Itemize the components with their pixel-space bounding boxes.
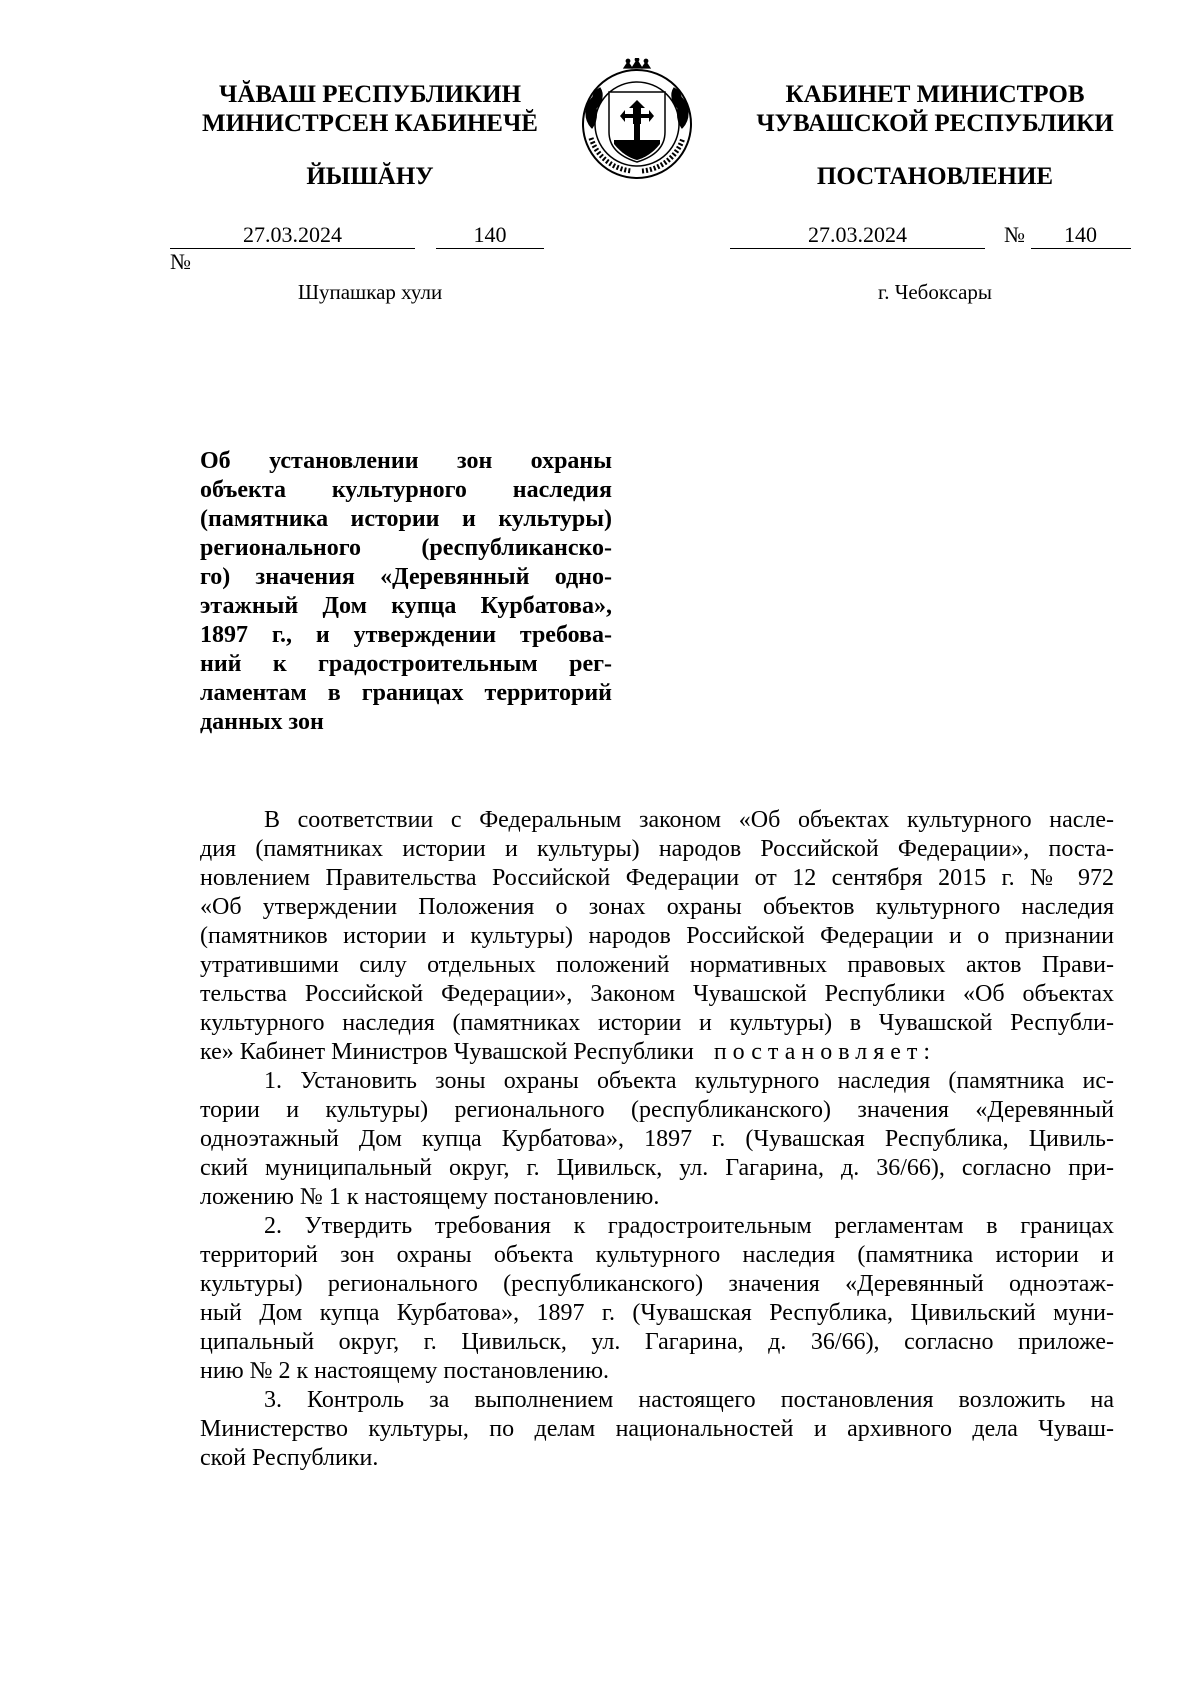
left-date-number-line — [170, 222, 570, 275]
left-doc-type: ЙЫШĂНУ — [306, 163, 434, 190]
left-header-title — [170, 80, 570, 138]
left-number-sign: № — [170, 249, 191, 274]
body-line — [200, 1038, 1114, 1067]
subject-line: регионального (республиканско- — [200, 535, 612, 561]
right-city: г. Чебоксары — [877, 280, 993, 304]
coat-of-arms-emblem — [562, 58, 712, 184]
right-header-title — [730, 80, 1140, 138]
left-date: 27.03.2024 — [170, 222, 415, 249]
body-line: территорий зон охраны объекта культурного наследия (памятника истории и — [200, 1242, 1114, 1268]
body-line: Министерство культуры, по делам национальностей и архивного дела Чуваш- — [200, 1416, 1114, 1442]
left-city: Шупашкар хули — [297, 280, 443, 304]
document-body — [200, 806, 1114, 1473]
body-line: культурного наследия (памятниках истории и культуры) в Чувашской Республи- — [200, 1010, 1114, 1036]
body-line: культуры) регионального (республиканского) значения «Деревянный одноэтаж- — [200, 1271, 1114, 1297]
body-line: 1. Установить зоны охраны объекта культурного наследия (памятника ис- — [264, 1068, 1114, 1094]
right-date-number-line — [730, 222, 1150, 249]
item-1-paragraph — [200, 1067, 1114, 1212]
subject-line: объекта культурного наследия — [200, 477, 612, 503]
subject-line: данных зон — [200, 709, 324, 735]
body-line: ский муниципальный округ, г. Цивильск, ул. Гагарина, д. 36/66), согласно при- — [200, 1155, 1114, 1181]
left-header-line1: ЧĂВАШ РЕСПУБЛИКИН — [218, 81, 522, 108]
subject-line: го) значения «Деревянный одно- — [200, 564, 612, 590]
body-line: тельства Российской Федерации», Законом Чувашской Республики «Об объектах — [200, 981, 1114, 1007]
subject-line: 1897 г., и утверждении требова- — [200, 622, 612, 648]
body-line: утратившими силу отдельных положений нормативных правовых актов Прави- — [200, 952, 1114, 978]
body-line: новлением Правительства Российской Федерации от 12 сентября 2015 г. № 972 — [200, 865, 1114, 891]
subject-line: (памятника истории и культуры) — [200, 506, 612, 532]
right-header-line2: ЧУВАШСКОЙ РЕСПУБЛИКИ — [756, 110, 1114, 137]
subject-line: ний к градостроительным рег- — [200, 651, 612, 677]
subject-line: Об установлении зон охраны — [200, 448, 612, 474]
body-line: В соответствии с Федеральным законом «Об объектах культурного насле- — [264, 807, 1114, 833]
right-number: 140 — [1031, 222, 1131, 249]
left-header-line2: МИНИСТРСЕН КАБИНЕЧĔ — [202, 110, 538, 137]
body-line: ный Дом купца Курбатова», 1897 г. (Чувашская Республика, Цивильский муни- — [200, 1300, 1114, 1326]
body-line: одноэтажный Дом купца Курбатова», 1897 г. (Чувашская Республика, Цивиль- — [200, 1126, 1114, 1152]
resolves-word: постановляет: — [713, 1039, 937, 1065]
right-header-line1: КАБИНЕТ МИНИСТРОВ — [785, 81, 1085, 108]
chuvash-coat-of-arms-icon — [562, 58, 712, 184]
body-line: «Об утверждении Положения о зонах охраны объектов культурного наследия — [200, 894, 1114, 920]
body-line: ской Республики. — [200, 1445, 379, 1471]
right-number-sign: № — [1004, 222, 1025, 247]
body-line: ципальный округ, г. Цивильск, ул. Гагарина, д. 36/66), согласно приложе- — [200, 1329, 1114, 1355]
item-3-paragraph — [200, 1386, 1114, 1473]
preamble-last-text: ке» Кабинет Министров Чувашской Республики — [200, 1039, 694, 1065]
right-date: 27.03.2024 — [730, 222, 985, 249]
body-line: нию № 2 к настоящему постановлению. — [200, 1358, 610, 1384]
body-line: (памятников истории и культуры) народов Российской Федерации и о признании — [200, 923, 1114, 949]
body-line: тории и культуры) регионального (республиканского) значения «Деревянный — [200, 1097, 1114, 1123]
right-doc-type: ПОСТАНОВЛЕНИЕ — [816, 163, 1054, 190]
preamble-paragraph — [200, 806, 1114, 1067]
left-number: 140 — [436, 222, 544, 249]
body-line: дия (памятниках истории и культуры) народов Российской Федерации», поста- — [200, 836, 1114, 862]
body-line: ложению № 1 к настоящему постановлению. — [200, 1184, 660, 1210]
item-2-paragraph — [200, 1212, 1114, 1386]
document-subject — [200, 447, 612, 737]
body-line: 3. Контроль за выполнением настоящего постановления возложить на — [264, 1387, 1114, 1413]
subject-line: ламентам в границах территорий — [200, 680, 612, 706]
body-line: 2. Утвердить требования к градостроительным регламентам в границах — [264, 1213, 1114, 1239]
subject-line: этажный Дом купца Курбатова», — [200, 593, 612, 619]
